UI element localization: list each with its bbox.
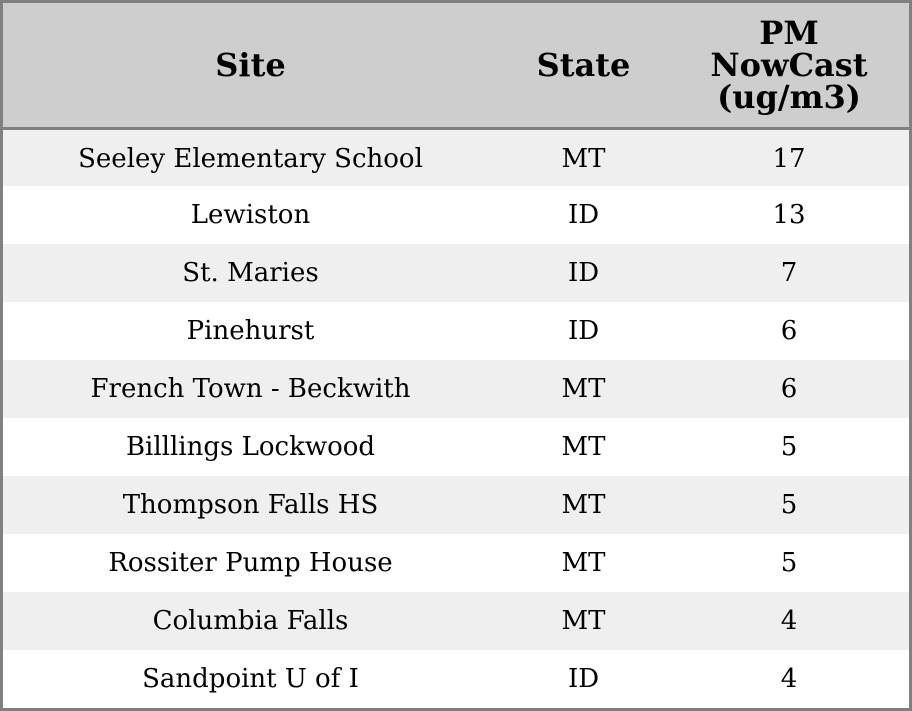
cell-pm: 4 [780, 664, 798, 694]
table-row [3, 592, 909, 650]
cell-site: French Town - Beckwith [90, 374, 411, 404]
cell-site: Lewiston [190, 200, 311, 230]
cell-pm: 5 [780, 432, 798, 462]
cell-pm: 17 [772, 143, 806, 174]
pm-nowcast-table [3, 3, 909, 708]
table-row [3, 302, 909, 360]
cell-state: MT [561, 490, 606, 520]
cell-state: ID [567, 664, 600, 694]
table-row [3, 244, 909, 302]
table-row [3, 534, 909, 592]
cell-state: ID [567, 258, 600, 288]
cell-site: Columbia Falls [152, 606, 349, 636]
table-row [3, 186, 909, 244]
cell-pm: 4 [780, 606, 798, 636]
table-header [3, 3, 909, 128]
cell-pm: 5 [780, 490, 798, 520]
table-row [3, 650, 909, 708]
header-row [3, 3, 909, 128]
cell-site: Rossiter Pump House [108, 548, 393, 578]
cell-pm: 7 [780, 258, 798, 288]
table-row [3, 476, 909, 534]
cell-site: Sandpoint U of I [142, 664, 359, 694]
table-row [3, 418, 909, 476]
cell-state: MT [561, 432, 606, 462]
table-row [3, 360, 909, 418]
column-header-site: Site [3, 3, 498, 128]
cell-site: Thompson Falls HS [122, 490, 379, 520]
cell-pm: 6 [780, 374, 798, 404]
column-header-state: State [498, 3, 669, 128]
cell-site: Seeley Elementary School [78, 143, 423, 174]
cell-state: MT [561, 143, 606, 174]
cell-state: ID [567, 316, 600, 346]
cell-pm: 13 [772, 200, 806, 230]
cell-site: Pinehurst [186, 316, 315, 346]
table-row [3, 128, 909, 186]
cell-pm: 6 [780, 316, 798, 346]
cell-site: Billlings Lockwood [125, 432, 376, 462]
cell-pm: 5 [780, 548, 798, 578]
cell-state: MT [561, 606, 606, 636]
column-header-pm-nowcast: PM NowCast (ug/m3) [669, 3, 909, 128]
cell-state: MT [561, 374, 606, 404]
cell-state: ID [567, 200, 600, 230]
table-body [3, 128, 909, 708]
cell-state: MT [561, 548, 606, 578]
cell-site: St. Maries [182, 258, 319, 288]
